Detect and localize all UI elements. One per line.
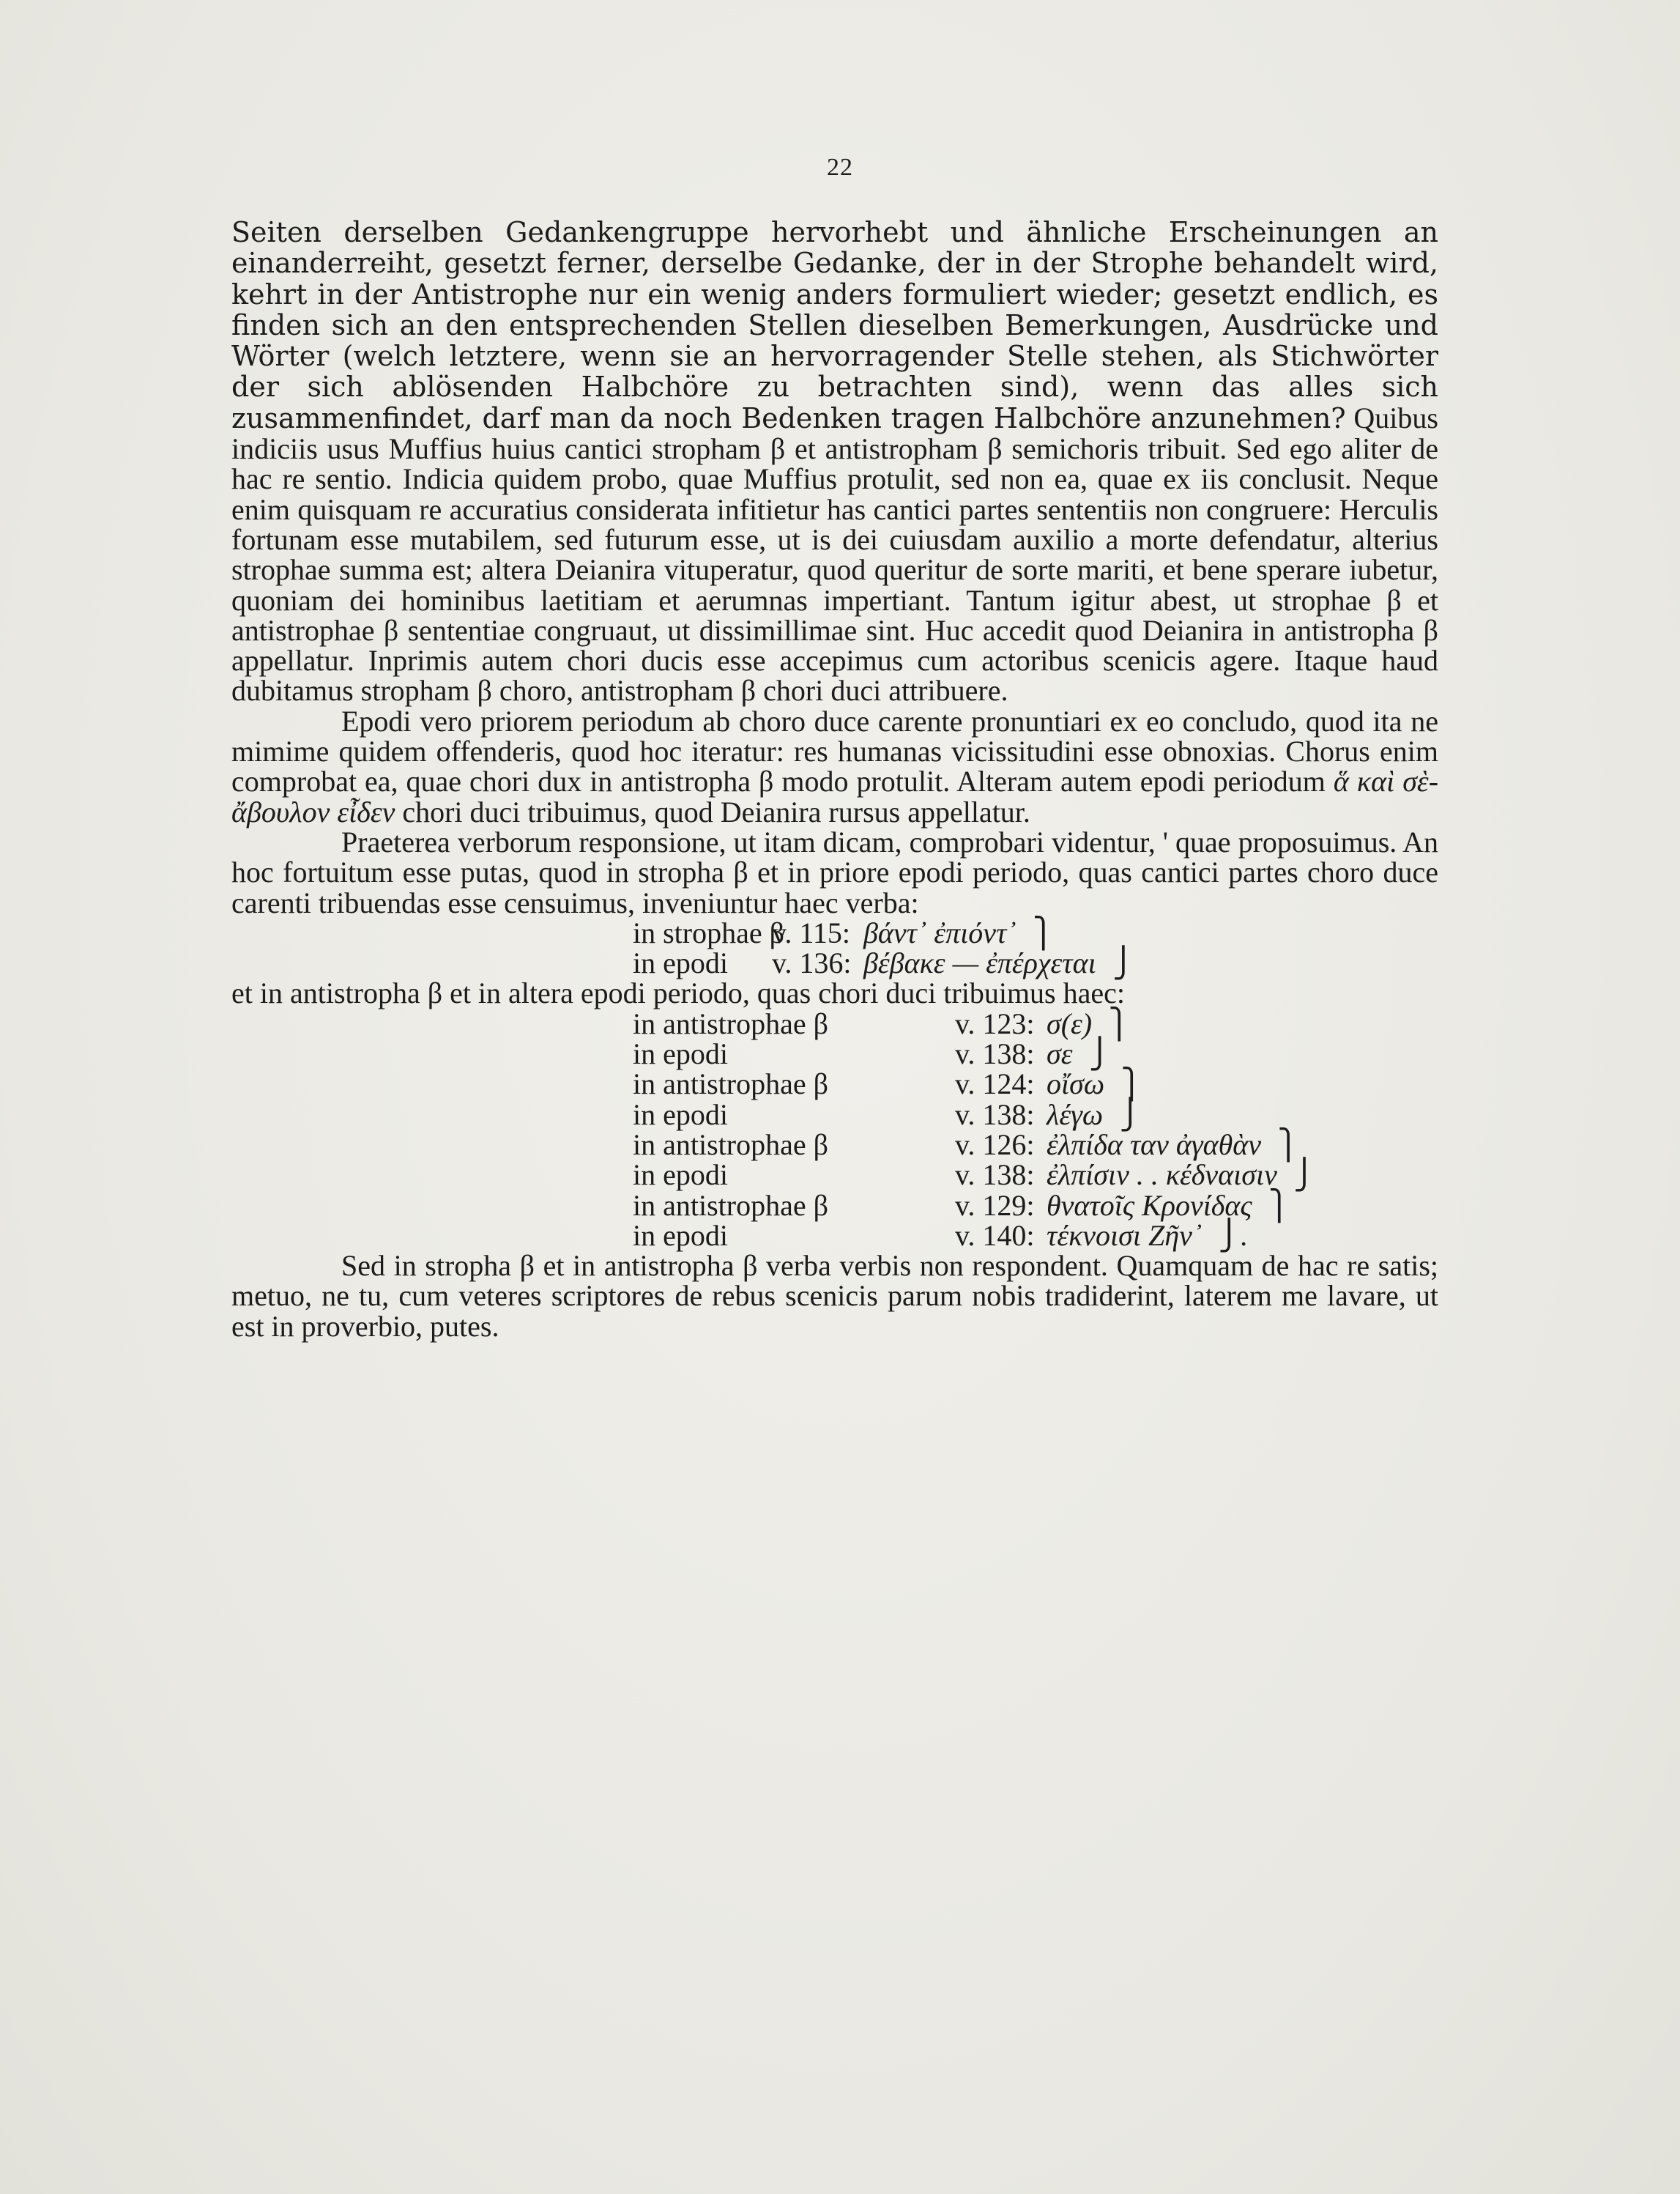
- verse-number: v. 138:: [955, 1037, 1035, 1071]
- paragraph-4: et in antistropha β et in altera epodi periodo, quas chori duci tribuimus haec:: [231, 976, 1125, 1010]
- verse-label: in antistrophae β: [633, 1007, 828, 1040]
- verse-number: v. 126:: [955, 1127, 1035, 1161]
- verse-label: in epodi: [633, 946, 728, 980]
- verse-greek: λέγω: [1047, 1097, 1104, 1131]
- page-number: 22: [827, 154, 853, 181]
- brace-mark: ⎫: [1120, 1067, 1143, 1101]
- verse-greek: ἐλπίδα ταν ἀγαθὰν: [1047, 1127, 1262, 1161]
- verse-greek: τέκνοισι Ζῆν᾽: [1047, 1218, 1203, 1252]
- verse-line: [231, 1160, 1438, 1190]
- verse-line: [231, 1039, 1438, 1069]
- verse-greek: οἴσω: [1047, 1067, 1105, 1101]
- paragraph-2-end: chori duci tribuimus, quod Deianira rursus appellatur.: [402, 795, 1030, 829]
- brace-mark: ⎫: [1268, 1188, 1290, 1222]
- verse-line: [231, 1097, 1438, 1131]
- verse-number: v. 140:: [955, 1218, 1035, 1252]
- verse-number: v. 129:: [955, 1188, 1035, 1222]
- latin-text: Quibus indiciis usus Muffius huius cantici stropham β et antistropham β semichoris tribuit. Sed ego aliter de hac re sentio. Indicia quidem probo, quae Muffius protulit, sed non ea, quae ex iis conclusit. Neque enim quisquam re accuratius considerata infitietur has cantici partes sententiis non congruere: Herculis fortunam esse mutabilem, sed futurum esse, ut is dei cuiusdam auxilio a morte defendatur, alterius strophae summa est; altera Deianira vituperatur, quod queritur de sorte mariti, et bene sperare iubetur, quoniam dei hominibus laetitiam et aerumnas impertiant. Tantum igitur abest, ut strophae β et antistrophae β sententiae congruaut, ut dissimillimae sint. Huc accedit quod Deianira in antistropha β appellatur. Inprimis autem chori ducis esse accepimus cum actoribus scenicis agere. Itaque haud dubitamus stropham β choro, antistropham β chori duci attribuere.: [231, 401, 1438, 708]
- verse-label: in epodi: [633, 1097, 728, 1131]
- paragraph-2: [231, 706, 1438, 827]
- verse-label: in antistrophae β: [633, 1127, 828, 1161]
- verse-number: v. 123:: [955, 1007, 1035, 1040]
- paragraph-5: Sed in stropha β et in antistropha β verba verbis non respondent. Quamquam de hac re satis; metuo, ne tu, cum veteres scriptores de rebus scenicis parum nobis tradiderint, laterem me lavare, ut est in proverbio, putes.: [231, 1249, 1438, 1343]
- verse-label: in antistrophae β: [633, 1188, 828, 1222]
- brace-mark: ⎭.: [1218, 1218, 1248, 1252]
- paragraph-1: [231, 217, 1438, 706]
- verse-line: [231, 1127, 1438, 1161]
- verse-greek: βάντ᾽ ἐπιόντ᾽: [863, 916, 1016, 949]
- verse-line: [231, 918, 1438, 948]
- paragraph-2-text: Epodi vero priorem periodum ab choro duce carente pronuntiari ex eo concludo, quod ita ne mimime quidem offenderis, quod hoc iteratur: res humanas vicissitudini esse obnoxias. Chorus enim comprobat ea, quae chori dux in antistropha β modo protulit. Alteram autem epodi periodum: [231, 704, 1438, 798]
- body-text: [231, 217, 1438, 1341]
- verse-line: [231, 1069, 1438, 1099]
- verse-label: in antistrophae β: [633, 1067, 828, 1101]
- brace-mark: ⎫: [1277, 1127, 1300, 1161]
- verse-greek: σε: [1047, 1037, 1073, 1071]
- brace-mark: ⎭: [1119, 1097, 1142, 1131]
- verse-greek: ἐλπίσιν . . κέδναισιν: [1047, 1158, 1277, 1192]
- verse-number: v. 136:: [772, 946, 852, 980]
- verse-number: v. 124:: [955, 1067, 1035, 1101]
- greek-quote: ἅ καὶ σὲ-ἄβουλον εἶδεν: [231, 765, 1439, 829]
- verse-line: [231, 1009, 1438, 1039]
- verse-greek: σ(ε): [1047, 1007, 1093, 1040]
- brace-mark: ⎫: [1032, 916, 1055, 949]
- brace-mark: ⎭: [1088, 1037, 1111, 1071]
- brace-mark: ⎫: [1108, 1007, 1131, 1040]
- brace-mark: ⎭: [1112, 946, 1134, 980]
- brace-mark: ⎭: [1293, 1158, 1315, 1192]
- verse-label: in strophae β: [633, 916, 784, 949]
- verse-list-2: [231, 1009, 1438, 1250]
- paragraph-3: Praeterea verborum responsione, ut itam dicam, comprobari videntur, ' quae proposuimus. An hoc fortuitum esse putas, quod in stropha β et in priore epodi periodo, quas cantici partes choro duce carenti tribuendas esse censuimus, inveniuntur haec verba:: [231, 825, 1438, 919]
- verse-label: in epodi: [633, 1037, 728, 1071]
- verse-line: [231, 1220, 1438, 1250]
- verse-line: [231, 1190, 1438, 1220]
- verse-list-1: [231, 918, 1438, 979]
- verse-label: in epodi: [633, 1218, 728, 1252]
- verse-greek: θνατοῖς Κρονίδας: [1047, 1188, 1252, 1222]
- verse-greek: βέβακε — ἐπέρχεται: [863, 946, 1096, 980]
- verse-line: [231, 948, 1438, 978]
- german-fraktur-text: Seiten derselben Gedankengruppe hervorhebt und ähnliche Erscheinungen an einanderreiht, gesetzt ferner, derselbe Gedanke, der in der Strophe behandelt wird, kehrt in der Antistrophe nur ein wenig anders formuliert wieder; gesetzt endlich, es finden sich an den entsprechenden Stellen dieselben Bemerkungen, Ausdrücke und Wörter (welch letztere, wenn sie an hervorragender Stelle stehen, als Stichwörter der sich ablösenden Halbchöre zu betrachten sind), wenn das alles sich zusammenfindet, darf man da noch Bedenken tragen Halbchöre anzunehmen?: [231, 216, 1438, 434]
- verse-label: in epodi: [633, 1158, 728, 1192]
- verse-number: v. 138:: [955, 1097, 1035, 1131]
- verse-number: v. 138:: [955, 1158, 1035, 1192]
- verse-number: v. 115:: [772, 916, 851, 949]
